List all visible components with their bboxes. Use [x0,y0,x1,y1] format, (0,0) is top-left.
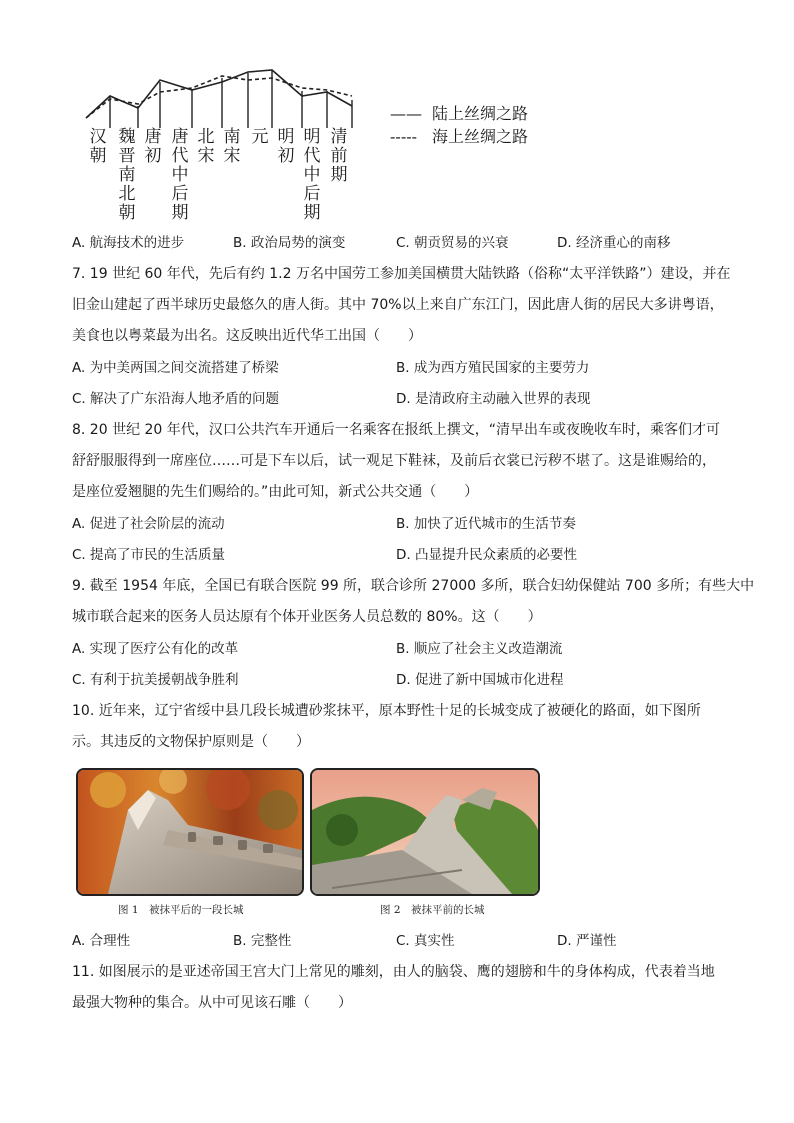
land-silk-road-line [86,70,352,118]
q9-option-a: A. 实现了医疗公有化的改革 [72,641,239,657]
q10-option-b: B. 完整性 [233,933,292,949]
dynasty-label-early-tang: 唐 初 [144,127,162,166]
q9-option-d: D. 促进了新中国城市化进程 [396,672,564,688]
legend-land-route: —— 陆上丝绸之路 [390,104,529,123]
q6-option-d: D. 经济重心的南移 [557,235,671,251]
q7-stem-line-1: 7. 19 世纪 60 年代，先后有约 1.2 万名中国劳工参加美国横贯大陆铁路（俗称“太平洋铁路”）建设，并在 [72,266,731,282]
q6-option-b: B. 政治局势的演变 [233,235,346,251]
q10-stem-line-2: 示。其违反的文物保护原则是（ ） [72,734,310,750]
figure-2-caption: 图 2 被抹平前的长城 [380,904,485,916]
q8-stem-line-1: 8. 20 世纪 20 年代，汉口公共汽车开通后一名乘客在报纸上撰文，“清早出车或夜晚收车时，乘客们才可 [72,422,721,438]
q8-option-a: A. 促进了社会阶层的流动 [72,516,225,532]
figure-2-wall-before-photo [310,768,540,896]
figure-1-caption: 图 1 被抹平后的一段长城 [118,904,244,916]
q6-option-c: C. 朝贡贸易的兴衰 [396,235,509,251]
q8-option-c: C. 提高了市民的生活质量 [72,547,226,563]
q10-stem-line-1: 10. 近年来，辽宁省绥中县几段长城遭砂浆抹平，原本野性十足的长城变成了被硬化的路面，如下图所 [72,703,701,719]
legend-sea-route: ----- 海上丝绸之路 [390,127,529,146]
q7-option-c: C. 解决了广东沿海人地矛盾的问题 [72,391,280,407]
dynasty-label-early-qing: 清 前 期 [330,127,348,185]
dynasty-label-wei-jin: 魏 晋 南 北 朝 [118,127,136,223]
q11-stem-line-2: 最强大物种的集合。从中可见该石雕（ ） [72,995,352,1011]
silk-road-trend-chart [80,66,360,128]
q7-option-d: D. 是清政府主动融入世界的表现 [396,391,591,407]
q7-stem-line-2: 旧金山建起了西半球历史最悠久的唐人街。其中 70%以上来自广东江门，因此唐人街的居民大多讲粤语， [72,297,724,313]
q6-option-a: A. 航海技术的进步 [72,235,185,251]
dynasty-label-early-ming: 明 初 [277,127,295,166]
period-dividers [110,71,352,128]
q9-option-c: C. 有利于抗美援朝战争胜利 [72,672,239,688]
dynasty-label-mid-late-tang: 唐 代 中 后 期 [171,127,189,223]
q8-stem-line-3: 是座位爱翘腿的先生们赐给的。”由此可知，新式公共交通（ ） [72,484,479,500]
q9-stem-line-1: 9. 截至 1954 年底，全国已有联合医院 99 所，联合诊所 27000 多所，联合妇幼保健站 700 多所；有些大中 [72,578,755,594]
q9-option-b: B. 顺应了社会主义改造潮流 [396,641,563,657]
q7-option-b: B. 成为西方殖民国家的主要劳力 [396,360,590,376]
q10-option-a: A. 合理性 [72,933,131,949]
q7-option-a: A. 为中美两国之间交流搭建了桥梁 [72,360,279,376]
q8-stem-line-2: 舒舒服服得到一席座位……可是下车以后，试一观足下鞋袜，及前后衣裳已污秽不堪了。这是谁赐给的， [72,453,716,469]
dynasty-label-yuan: 元 [251,127,269,147]
q10-option-c: C. 真实性 [396,933,455,949]
q11-stem-line-1: 11. 如图展示的是亚述帝国王宫大门上常见的雕刻，由人的脑袋、鹰的翅膀和牛的身体构成，代表着当地 [72,964,715,980]
dynasty-label-mid-late-ming: 明 代 中 后 期 [303,127,321,223]
q10-option-d: D. 严谨性 [557,933,617,949]
figure-1-flattened-wall-photo [76,768,304,896]
dynasty-label-northern-song: 北 宋 [197,127,215,166]
q8-option-b: B. 加快了近代城市的生活节奏 [396,516,576,532]
dynasty-label-southern-song: 南 宋 [223,127,241,166]
q7-stem-line-3: 美食也以粤菜最为出名。这反映出近代华工出国（ ） [72,328,422,344]
dynasty-label-han: 汉 朝 [89,127,107,166]
q9-stem-line-2: 城市联合起来的医务人员达原有个体开业医务人员总数的 80%。这（ ） [72,609,542,625]
q8-option-d: D. 凸显提升民众素质的必要性 [396,547,577,563]
